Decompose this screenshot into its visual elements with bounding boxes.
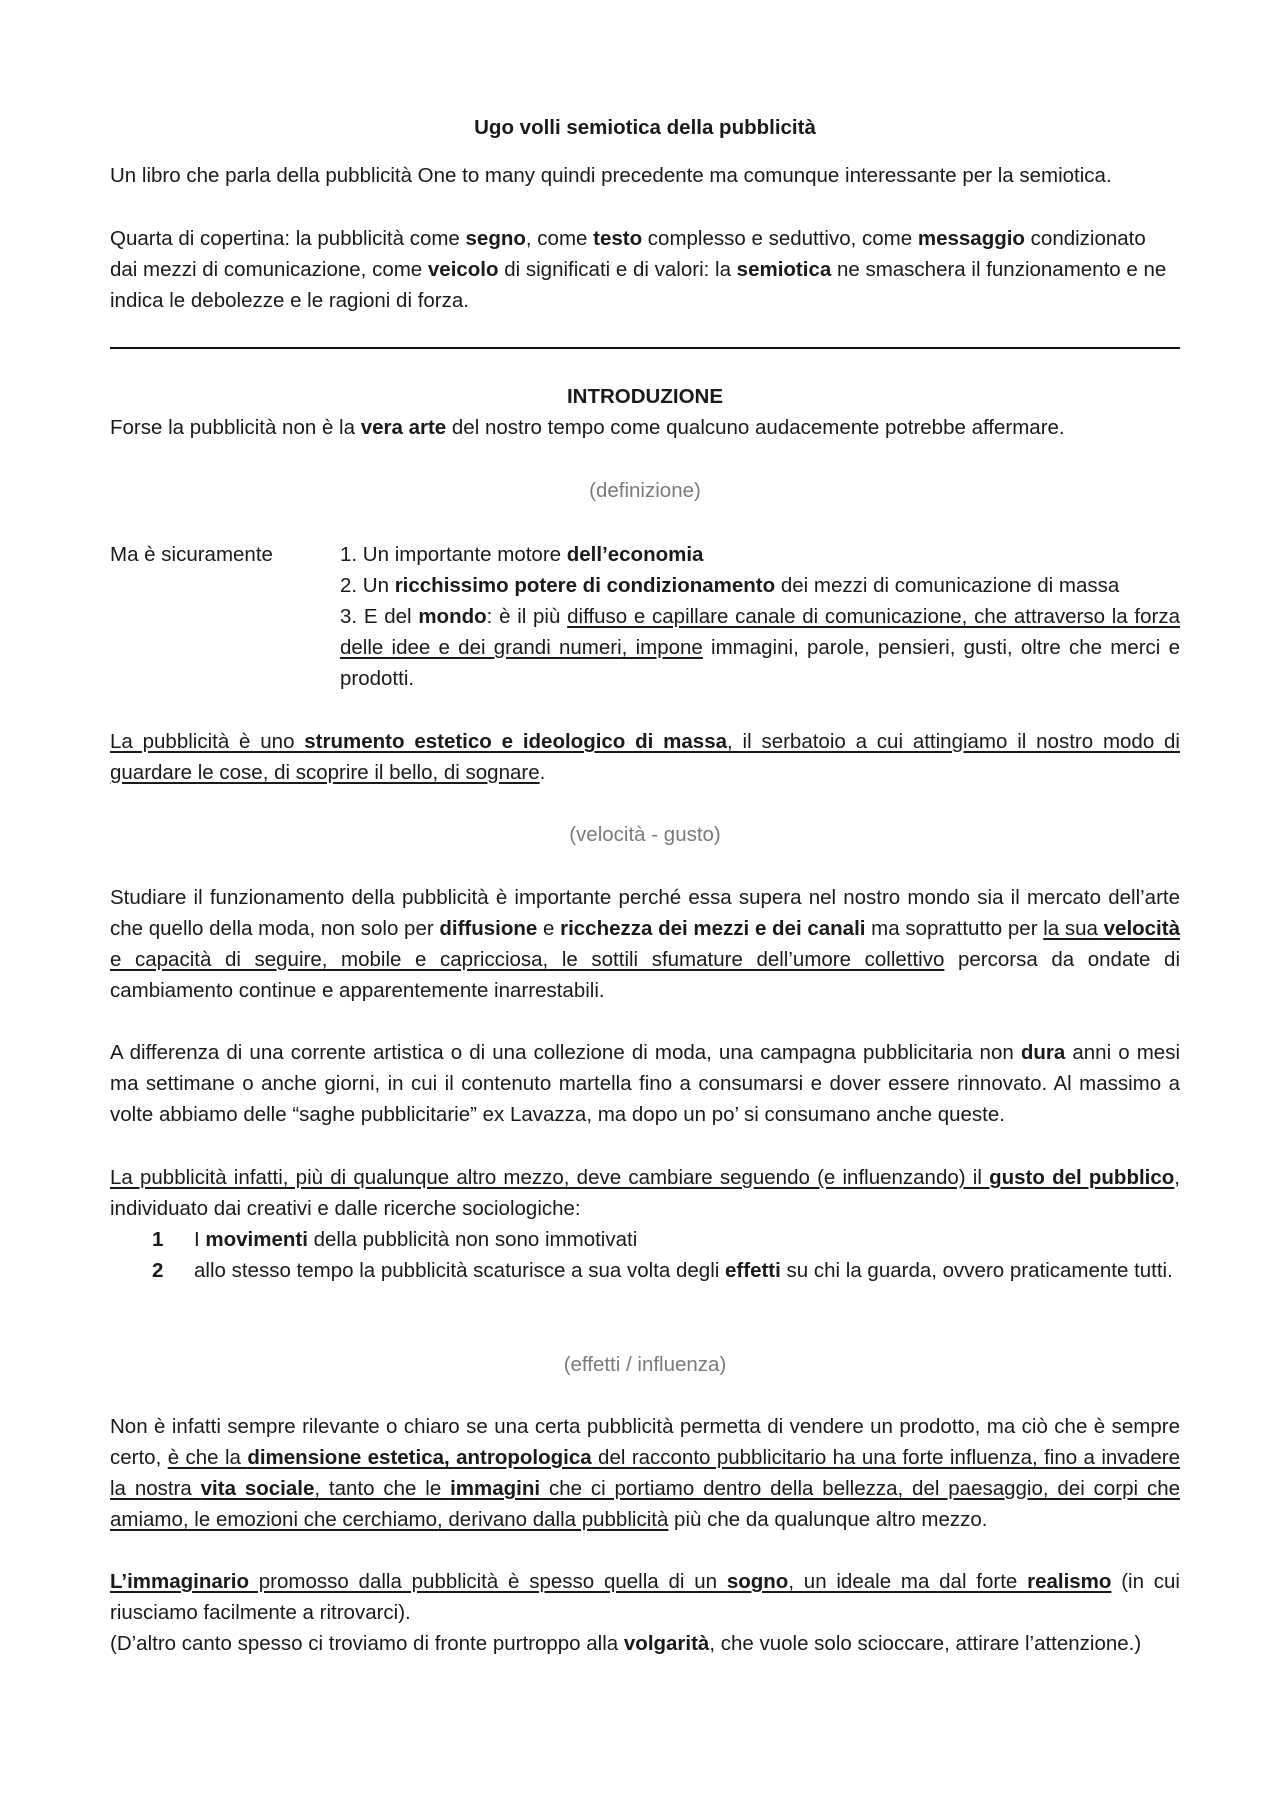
non-e-paragraph	[110, 1411, 1180, 1535]
studiare-paragraph	[110, 882, 1180, 1006]
bold-text: mondo	[418, 605, 487, 628]
strumento-paragraph	[110, 726, 1180, 788]
text: .	[539, 761, 546, 784]
volgarita-paragraph	[110, 1628, 1180, 1659]
list-item	[340, 570, 1180, 601]
bold-underlined-text: dimensione estetica, antropologica	[247, 1446, 592, 1469]
immaginario-paragraph	[110, 1566, 1180, 1628]
text: e	[537, 917, 561, 940]
text: complesso e seduttivo, come	[642, 227, 918, 250]
intro-line: Un libro che parla della pubblicità One to many quindi precedente ma comunque interessante per la semiotica.	[110, 164, 1112, 187]
gray-note-velocita: (velocità - gusto)	[569, 823, 721, 846]
list-number: 2	[152, 1259, 164, 1282]
text: ma soprattutto per	[865, 917, 1044, 940]
text: I	[194, 1228, 206, 1251]
document-title: Ugo volli semiotica della pubblicità	[474, 116, 816, 139]
bold-text: vera arte	[360, 416, 447, 439]
bold-text: dura	[1020, 1041, 1066, 1064]
text: 3. E del	[340, 605, 419, 628]
text: ne smaschera il funzionamento e ne indica le debolezze e le ragioni di forza.	[110, 258, 1167, 312]
list-number: 1	[152, 1228, 164, 1251]
differenza-paragraph	[110, 1037, 1180, 1130]
underlined-text: La pubblicità è uno	[110, 730, 305, 753]
bold-text: segno	[465, 227, 526, 250]
underlined-text: la sua	[1043, 917, 1104, 940]
ma-label: Ma è sicuramente	[110, 543, 273, 566]
text: Quarta di copertina: la pubblicità come	[110, 227, 466, 250]
text: 2. Un	[340, 574, 395, 597]
bold-underlined-text: vita sociale	[200, 1477, 315, 1500]
text: dei mezzi di comunicazione di massa	[775, 574, 1120, 597]
section-heading: INTRODUZIONE	[566, 385, 724, 408]
list-item-text	[184, 1255, 1180, 1286]
underlined-text: e capacità di seguire, mobile e capricciosa, le sottili sfumature dell’umore collettivo	[110, 948, 945, 971]
bold-text: dell’economia	[566, 543, 704, 566]
bold-text: testo	[593, 227, 643, 250]
text: più che da qualunque altro mezzo.	[668, 1508, 988, 1531]
text: Forse la pubblicità non è la	[110, 416, 361, 439]
text: : è il più	[486, 605, 568, 628]
list-item	[340, 601, 1180, 694]
list-item	[110, 1255, 1180, 1286]
quarta-paragraph	[110, 223, 1175, 316]
text: Studiare il funzionamento della pubblicità è importante perché essa supera nel nostro mondo sia il mercato dell’arte che quello della moda, non solo per	[110, 886, 1180, 940]
gusto-paragraph	[110, 1162, 1180, 1224]
bold-underlined-text: strumento estetico e ideologico di massa	[304, 730, 728, 753]
text: di significati e di valori: la	[498, 258, 737, 281]
underlined-text: che ci portiamo dentro della bellezza, del paesaggio, dei corpi che amiamo, le emozioni che cerchiamo, derivano dalla pubblicità	[110, 1477, 1180, 1531]
text: della pubblicità non sono immotivati	[307, 1228, 638, 1251]
text: anni o mesi ma settimane o anche giorni, in cui il contenuto martella fino a consumarsi e dover essere rinnovato. Al massimo a volte abbiamo delle “saghe pubblicitarie” ex Lavazza, ma dopo un po’ si consumano anche queste.	[110, 1041, 1180, 1126]
underlined-text: , il serbatoio a cui attingiamo il nostro modo di guardare le cose, di scoprire il bello, di sognare	[110, 730, 1180, 784]
numbered-list-1	[340, 539, 1180, 694]
underlined-text: promosso dalla pubblicità è spesso quella di un	[248, 1570, 727, 1593]
bold-text: messaggio	[917, 227, 1025, 250]
underlined-text: diffuso e capillare canale di comunicazione, che attraverso la forza delle idee e dei grandi numeri, impone	[340, 605, 1180, 659]
bold-text: ricchissimo potere di condizionamento	[394, 574, 776, 597]
underlined-text: , un ideale ma dal forte	[788, 1570, 1028, 1593]
text: 1. Un importante motore	[340, 543, 567, 566]
list-item	[340, 539, 1180, 570]
bold-underlined-text: gusto del pubblico	[989, 1166, 1175, 1189]
bold-text: veicolo	[427, 258, 499, 281]
text: A differenza di una corrente artistica o di una collezione di moda, una campagna pubblicitaria non	[110, 1041, 1021, 1064]
underlined-text: del racconto pubblicitario ha una forte influenza, fino a invadere la nostra	[110, 1446, 1180, 1500]
numbered-list-2	[110, 1224, 1180, 1286]
text: Non è infatti sempre rilevante o chiaro se una certa pubblicità permetta di vendere un prodotto, ma ciò che è sempre certo,	[110, 1415, 1180, 1469]
list-item-text	[184, 1224, 1180, 1255]
list-item	[110, 1224, 1180, 1255]
underlined-text: La pubblicità infatti, più di qualunque altro mezzo, deve cambiare seguendo (e influenzando) il	[110, 1166, 990, 1189]
text: (D’altro canto spesso ci troviamo di fronte purtroppo alla	[110, 1632, 624, 1655]
bold-underlined-text: immagini	[450, 1477, 541, 1500]
text: allo stesso tempo la pubblicità scaturisce a sua volta degli	[194, 1259, 726, 1282]
text: su chi la guarda, ovvero praticamente tutti.	[780, 1259, 1173, 1282]
gray-note-definizione: (definizione)	[589, 479, 701, 502]
bold-text: volgarità	[623, 1632, 710, 1655]
bold-underlined-text: velocità	[1103, 917, 1180, 940]
text: , che vuole solo scioccare, attirare l’attenzione.)	[709, 1632, 1142, 1655]
text: , come	[525, 227, 594, 250]
text: condizionato dai mezzi di comunicazione, come	[110, 227, 1146, 281]
bold-text: ricchezza dei mezzi e dei canali	[560, 917, 866, 940]
horizontal-divider	[110, 347, 1180, 349]
text: percorsa da ondate di cambiamento continue e apparentemente inarrestabili.	[110, 948, 1180, 1002]
underlined-text: , tanto che le	[314, 1477, 451, 1500]
bold-text: diffusione	[439, 917, 538, 940]
bold-underlined-text: realismo	[1027, 1570, 1112, 1593]
bold-underlined-text: sogno	[726, 1570, 789, 1593]
bold-text: movimenti	[205, 1228, 308, 1251]
bold-text: semiotica	[736, 258, 832, 281]
introduzione-paragraph	[110, 412, 1180, 443]
text: immagini, parole, pensieri, gusti, oltre che merci e prodotti.	[340, 636, 1180, 690]
underlined-text: è che la	[167, 1446, 248, 1469]
bold-text: effetti	[725, 1259, 781, 1282]
gray-note-effetti: (effetti / influenza)	[563, 1353, 727, 1376]
text: (in cui riusciamo facilmente a ritrovarci).	[110, 1570, 1180, 1624]
bold-underlined-text: L’immaginario	[110, 1570, 249, 1593]
text: del nostro tempo come qualcuno audacemente potrebbe affermare.	[446, 416, 1065, 439]
text: , individuato dai creativi e dalle ricerche sociologiche:	[110, 1166, 1180, 1220]
